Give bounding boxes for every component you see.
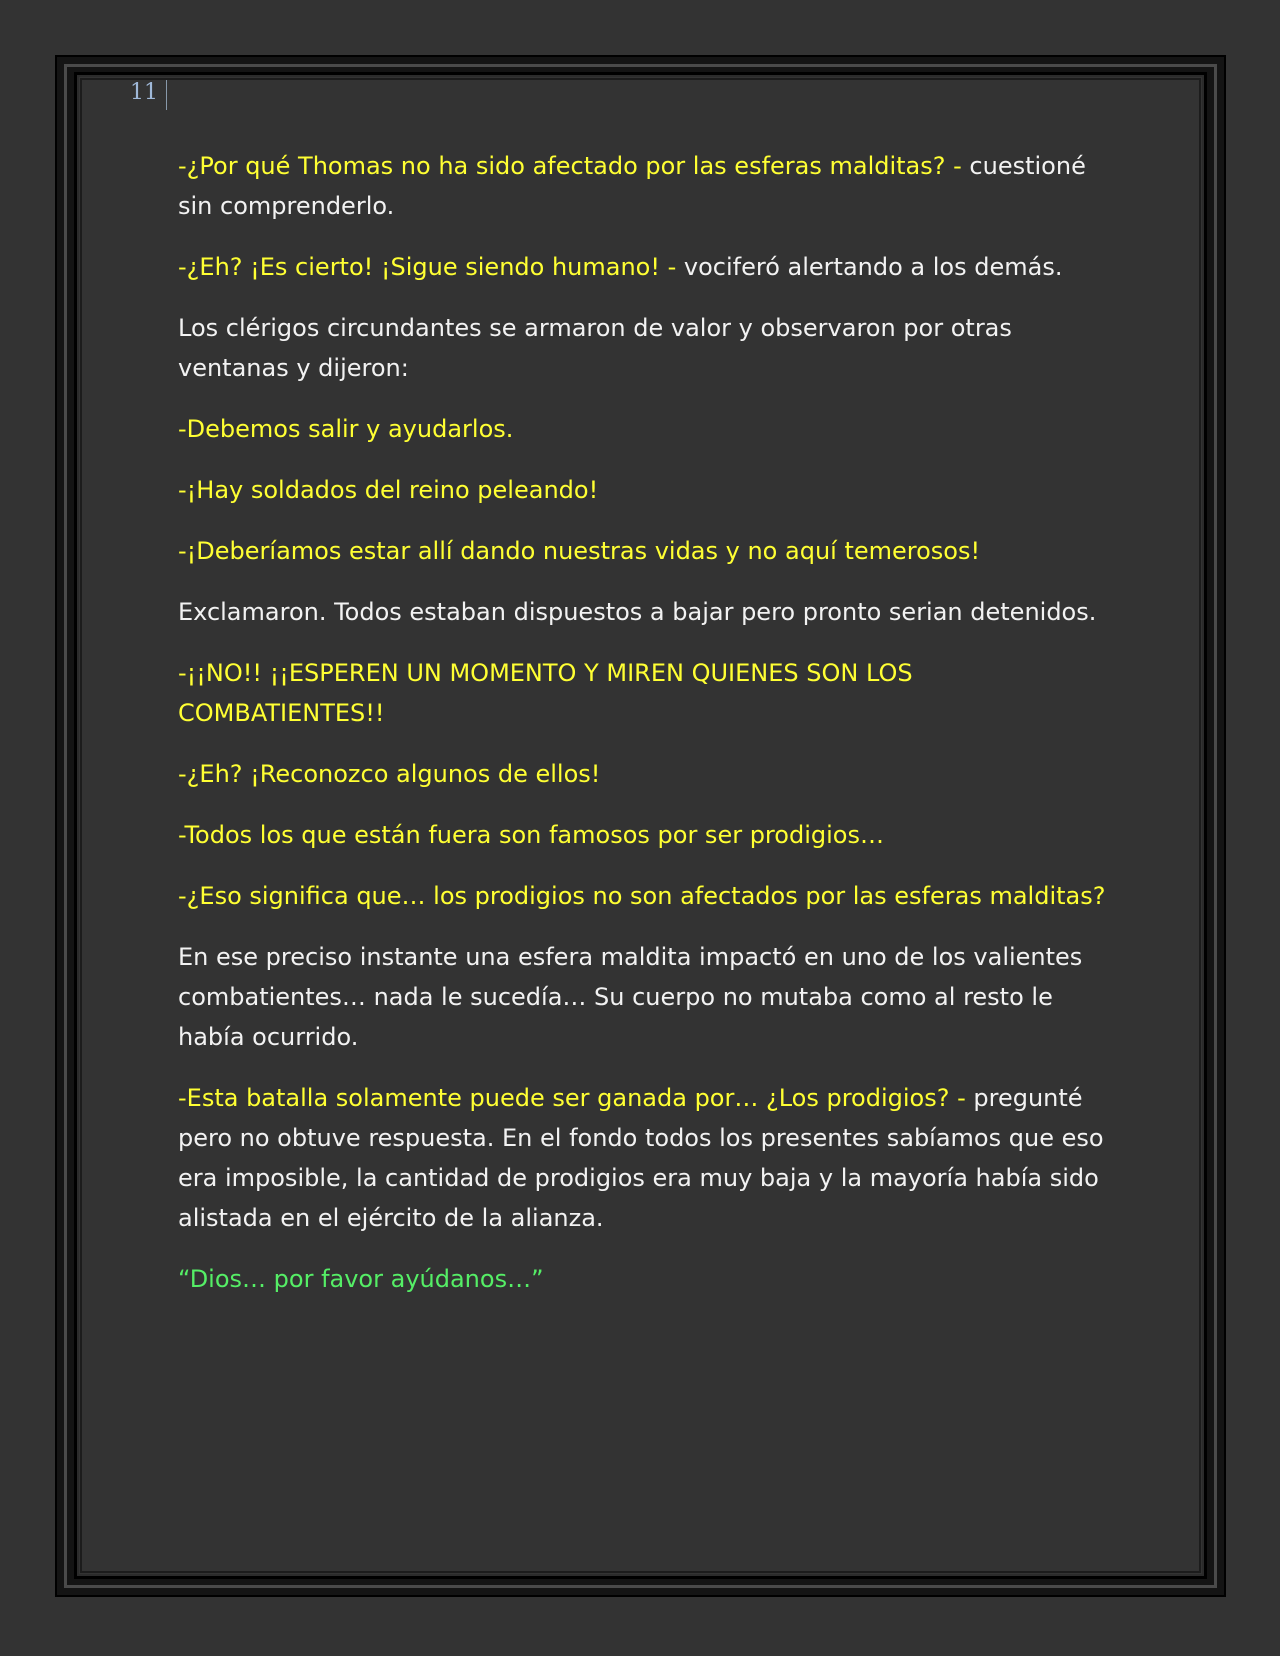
paragraph-1: [178, 146, 1108, 226]
narration-text: pregunté pero no obtuve respuesta. En el fondo todos los presentes sabíamos que eso era imposible, la cantidad de prodigios era muy baja y la mayoría había sido alistada en el ejército de la alianza.: [178, 1084, 1104, 1232]
dialogue-text: -Debemos salir y ayudarlos.: [178, 415, 514, 443]
dialogue-text: -Todos los que están fuera son famosos por ser prodigios…: [178, 821, 884, 849]
narration-text: cuestioné sin comprenderlo.: [178, 152, 1086, 220]
narration-text: En ese preciso instante una esfera maldita impactó en uno de los valientes combatientes… nada le sucedía… Su cuerpo no mutaba como al resto le había ocurrido.: [178, 943, 1083, 1051]
dialogue-text: -¡Deberíamos estar allí dando nuestras vidas y no aquí temerosos!: [178, 537, 981, 565]
dialogue-text: -¡Hay soldados del reino peleando!: [178, 476, 599, 504]
dialogue-text: -¿Eh? ¡Reconozco algunos de ellos!: [178, 760, 601, 788]
dialogue-text: -¿Eso significa que… los prodigios no son afectados por las esferas malditas?: [178, 882, 1106, 910]
paragraph-9: [178, 754, 1108, 794]
narration-text: Los clérigos circundantes se armaron de valor y observaron por otras ventanas y dijeron:: [178, 314, 1012, 382]
page-number: 11: [130, 80, 158, 105]
paragraph-8: [178, 653, 1108, 733]
narration-text: Exclamaron. Todos estaban dispuestos a bajar pero pronto serian detenidos.: [178, 598, 1097, 626]
paragraph-6: [178, 531, 1108, 571]
paragraph-3: [178, 308, 1108, 388]
dialogue-text: -Esta batalla solamente puede ser ganada por… ¿Los prodigios? -: [178, 1084, 966, 1112]
thought-text: “Dios… por favor ayúdanos…”: [178, 1265, 544, 1293]
paragraph-13: [178, 1078, 1108, 1238]
paragraph-7: [178, 592, 1108, 632]
dialogue-text: -¿Por qué Thomas no ha sido afectado por las esferas malditas? -: [178, 152, 962, 180]
paragraph-4: [178, 409, 1108, 449]
paragraph-10: [178, 815, 1108, 855]
paragraph-2: [178, 247, 1108, 287]
paragraph-12: [178, 937, 1108, 1057]
dialogue-text: -¿Eh? ¡Es cierto! ¡Sigue siendo humano! -: [178, 253, 677, 281]
dialogue-text: -¡¡NO!! ¡¡ESPEREN UN MOMENTO Y MIREN QUIENES SON LOS COMBATIENTES!!: [178, 659, 913, 727]
paragraph-14: [178, 1259, 1108, 1299]
page-number-divider: [166, 80, 167, 110]
paragraph-5: [178, 470, 1108, 510]
narration-text: vociferó alertando a los demás.: [676, 253, 1063, 281]
paragraph-11: [178, 876, 1108, 916]
page-body: [178, 146, 1108, 1320]
